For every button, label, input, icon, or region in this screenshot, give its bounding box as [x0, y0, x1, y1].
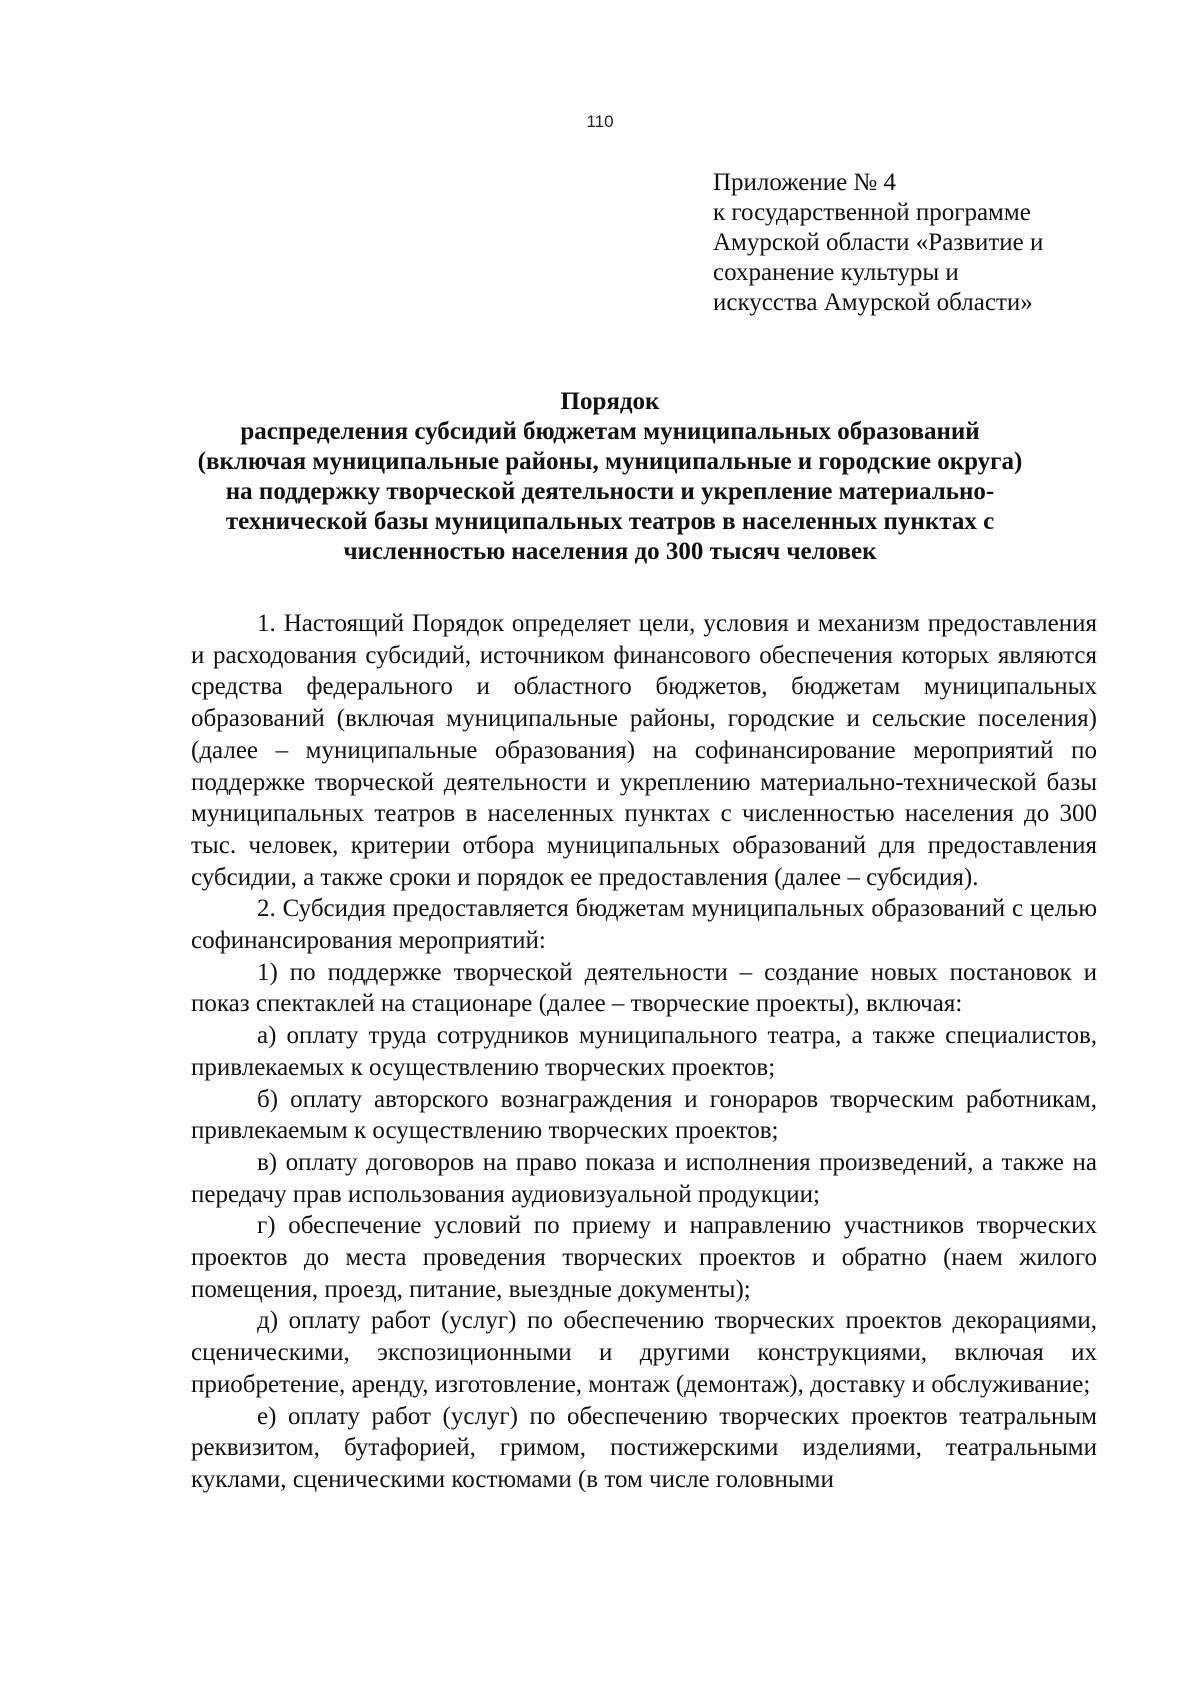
- paragraph-2-item-e: е) оплату работ (услуг) по обеспечению творческих проектов театральным реквизитом, бутафорией, гримом, постижерскими изделиями, театральными куклами, сценическими костюмами (в том числе головными: [191, 1402, 1097, 1493]
- title-line: (включая муниципальные районы, муниципальные и городские округа): [197, 448, 1023, 475]
- paragraph-2: 2. Субсидия предоставляется бюджетам муниципальных образований с целью софинансирования мероприятий:: [191, 895, 1097, 955]
- paragraph-2-item-b: б) оплату авторского вознаграждения и гонораров творческим работникам, привлекаемым к осуществлению творческих проектов;: [191, 1085, 1097, 1145]
- document-title: [150, 387, 1070, 567]
- page-number: 110: [586, 112, 614, 131]
- paragraph-2-item-a: а) оплату труда сотрудников муниципального театра, а также специалистов, привлекаемых к осуществлению творческих проектов;: [191, 1022, 1097, 1081]
- title-line: на поддержку творческой деятельности и укрепление материально-: [225, 478, 995, 505]
- title-heading: Порядок: [560, 388, 660, 415]
- appendix-line: сохранение культуры и: [713, 259, 959, 286]
- appendix-line: к государственной программе: [713, 199, 1031, 226]
- paragraph-1: 1. Настоящий Порядок определяет цели, условия и механизм предоставления и расходования субсидий, источником финансового обеспечения которых являются средства федерального и областного бюджетов, бюджетам муниципальных образований (включая муниципальные районы, городские и сельские поселения) (далее – муниципальные образования) на софинансирование мероприятий по поддержке творческой деятельности и укреплению материально-технической базы муниципальных театров в населенных пунктах с численностью населения до 300 тыс. человек, критерии отбора муниципальных образований для предоставления субсидии, а также сроки и порядок ее предоставления (далее – субсидия).: [191, 610, 1097, 891]
- paragraph-2-item-1: 1) по поддержке творческой деятельности – создание новых постановок и показ спектаклей на стационаре (далее – творческие проекты), включая:: [191, 958, 1097, 1018]
- appendix-line: искусства Амурской области»: [713, 289, 1033, 316]
- title-line: технической базы муниципальных театров в населенных пунктах с: [225, 508, 995, 535]
- paragraph-2-item-g: г) обеспечение условий по приему и направлению участников творческих проектов до места проведения творческих проектов и обратно (наем жилого помещения, проезд, питание, выездные документы);: [191, 1212, 1097, 1303]
- paragraph-2-item-v: в) оплату договоров на право показа и исполнения произведений, а также на передачу прав использования аудиовизуальной продукции;: [191, 1148, 1097, 1208]
- title-line: распределения субсидий бюджетам муниципальных образований: [240, 418, 980, 445]
- document-body: [191, 608, 1097, 1496]
- appendix-line: Приложение № 4: [713, 169, 897, 196]
- paragraph-2-item-d: д) оплату работ (услуг) по обеспечению творческих проектов декорациями, сценическими, экспозиционными и другими конструкциями, включая их приобретение, аренду, изготовление, монтаж (демонтаж), доставку и обслуживание;: [191, 1307, 1097, 1398]
- appendix-reference: [713, 168, 1153, 318]
- appendix-line: Амурской области «Развитие и: [713, 229, 1044, 256]
- title-line: численностью населения до 300 тысяч человек: [343, 538, 877, 565]
